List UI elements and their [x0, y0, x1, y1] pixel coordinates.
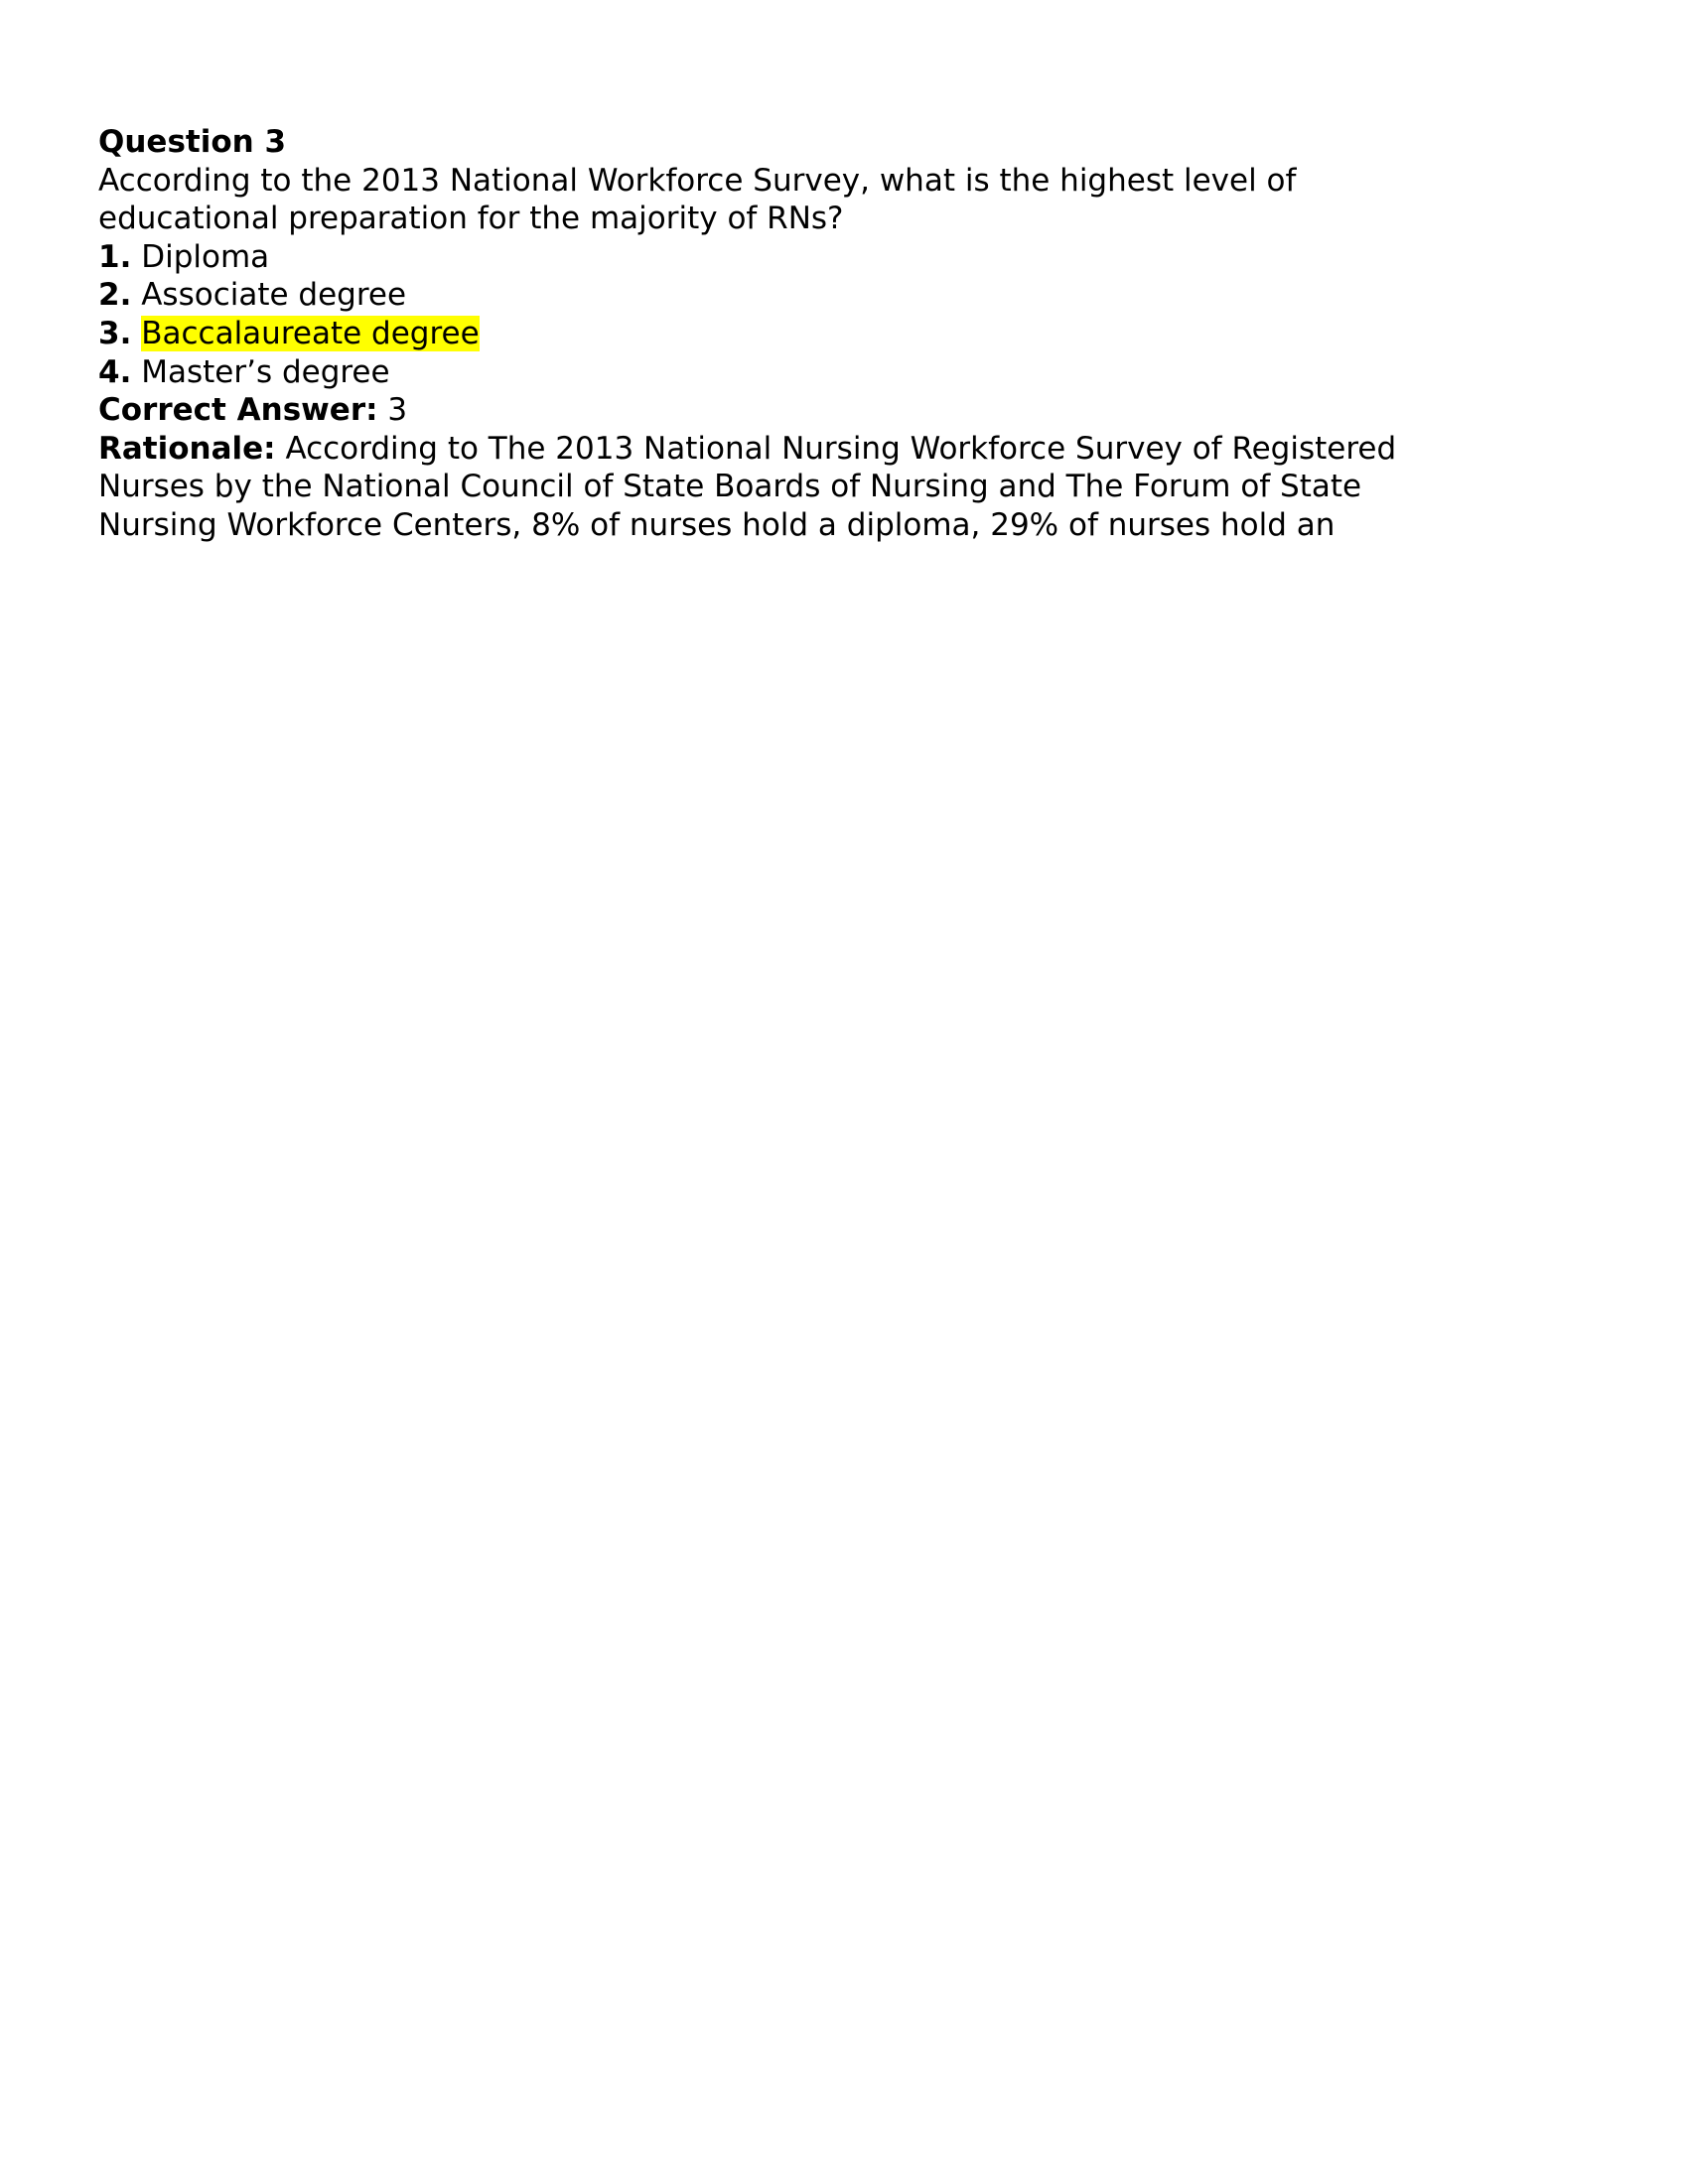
rationale-line — [98, 430, 1608, 469]
rationale-label: Rationale: — [98, 430, 276, 467]
option-label: Master’s degree — [141, 353, 390, 390]
option-number: 3. — [98, 315, 132, 351]
option-label: Associate degree — [141, 277, 407, 314]
rationale-text: According to The 2013 National Nursing Workforce Survey of Registered — [285, 430, 1397, 467]
correct-answer-value: 3 — [387, 392, 408, 429]
document-page — [98, 123, 1608, 545]
question-text-line: According to the 2013 National Workforce Survey, what is the highest level of — [98, 162, 1297, 199]
rationale-line: Nurses by the National Council of State Boards of Nursing and The Forum of State — [98, 469, 1362, 505]
correct-answer-label: Correct Answer: — [98, 392, 378, 429]
option-number: 1. — [98, 238, 132, 275]
correct-answer — [98, 391, 1608, 430]
option-number: 2. — [98, 277, 132, 314]
option-number: 4. — [98, 353, 132, 390]
option-4 — [98, 353, 1608, 392]
option-label: Diploma — [141, 238, 270, 275]
option-3 — [98, 315, 1608, 353]
question-text-line: educational preparation for the majority of RNs? — [98, 201, 844, 237]
option-1 — [98, 238, 1608, 277]
rationale-line: Nursing Workforce Centers, 8% of nurses hold a diploma, 29% of nurses hold an — [98, 506, 1336, 543]
option-2 — [98, 276, 1608, 315]
question-title: Question 3 — [98, 124, 287, 160]
option-label-highlighted: Baccalaureate degree — [141, 315, 480, 351]
